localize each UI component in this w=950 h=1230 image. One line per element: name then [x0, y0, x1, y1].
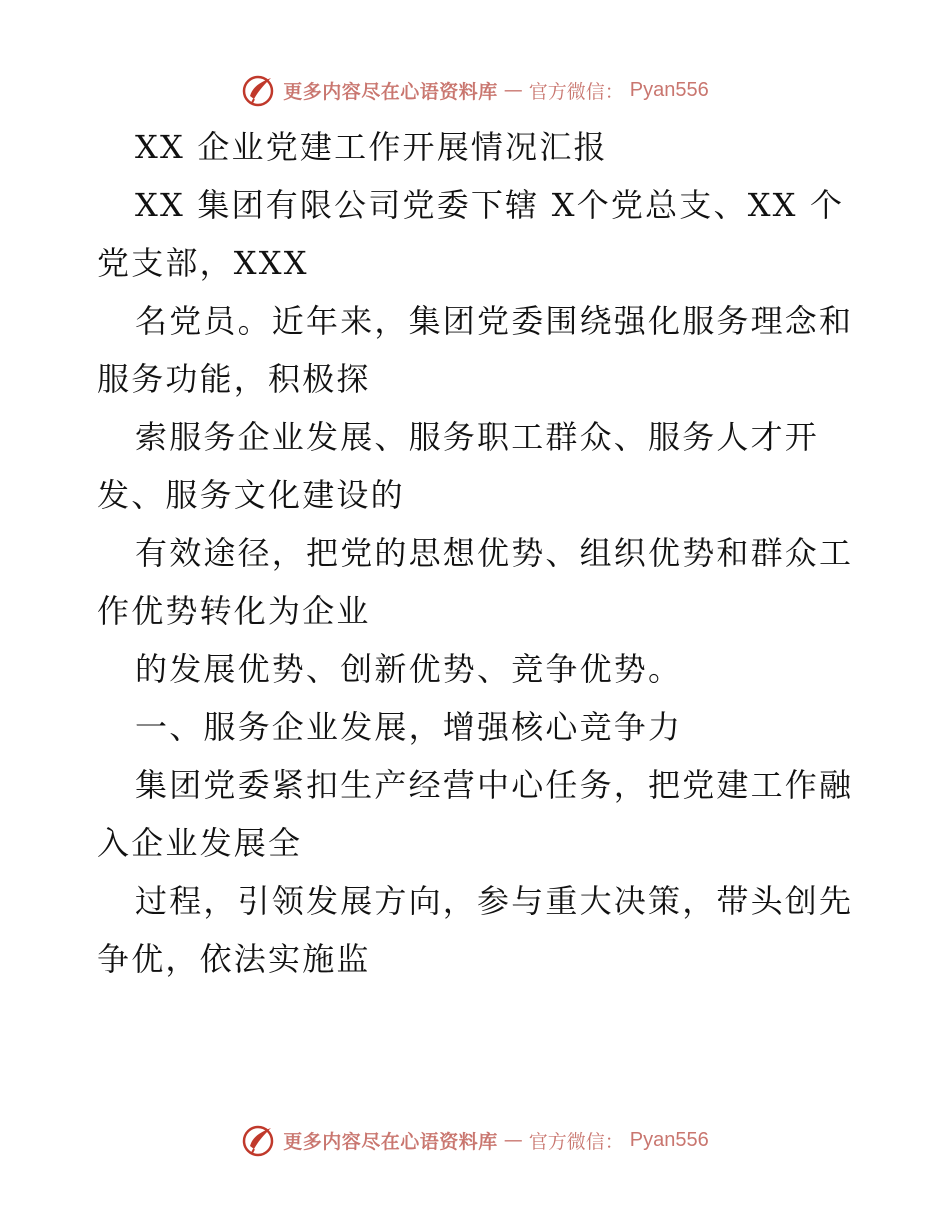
banner-text: 更多内容尽在心语资料库 — [283, 1130, 498, 1153]
banner-wechat-label: 官方微信： — [528, 1130, 624, 1153]
paragraph-line: 服务功能，积极探 — [97, 360, 371, 398]
document-title: XX 企业党建工作开展情况汇报 — [135, 128, 608, 166]
section-heading: 一、服务企业发展，增强核心竞争力 — [135, 708, 683, 746]
paragraph-line: 过程，引领发展方向，参与重大决策，带头创先 — [135, 882, 854, 920]
paragraph-line: 党支部，XXX — [97, 244, 309, 282]
paragraph-line: 发、服务文化建设的 — [97, 476, 405, 514]
banner-wechat-id: Pyan556 — [629, 78, 709, 101]
footer-banner — [0, 1120, 950, 1160]
paragraph-line: 集团党委紧扣生产经营中心任务，把党建工作融 — [135, 766, 854, 804]
banner-separator: — — [503, 79, 523, 101]
paragraph-line: 入企业发展全 — [97, 824, 303, 862]
header-banner — [0, 70, 950, 110]
pen-logo-icon — [241, 1122, 277, 1158]
pen-logo-icon — [241, 72, 277, 108]
paragraph-line: 名党员。近年来，集团党委围绕强化服务理念和 — [135, 302, 854, 340]
paragraph-line: 的发展优势、创新优势、竞争优势。 — [135, 650, 683, 688]
banner-wechat-label: 官方微信： — [528, 80, 624, 103]
paragraph-line: 有效途径，把党的思想优势、组织优势和群众工 — [135, 534, 854, 572]
banner-wechat-id: Pyan556 — [629, 1128, 709, 1151]
document-body — [97, 118, 867, 988]
paragraph-line: 索服务企业发展、服务职工群众、服务人才开 — [135, 418, 820, 456]
paragraph-line: 作优势转化为企业 — [97, 592, 371, 630]
banner-text: 更多内容尽在心语资料库 — [283, 80, 498, 103]
paragraph-line: XX 集团有限公司党委下辖 X个党总支、XX 个 — [135, 186, 845, 224]
paragraph-line: 争优，依法实施监 — [97, 940, 371, 978]
banner-separator: — — [503, 1129, 523, 1151]
